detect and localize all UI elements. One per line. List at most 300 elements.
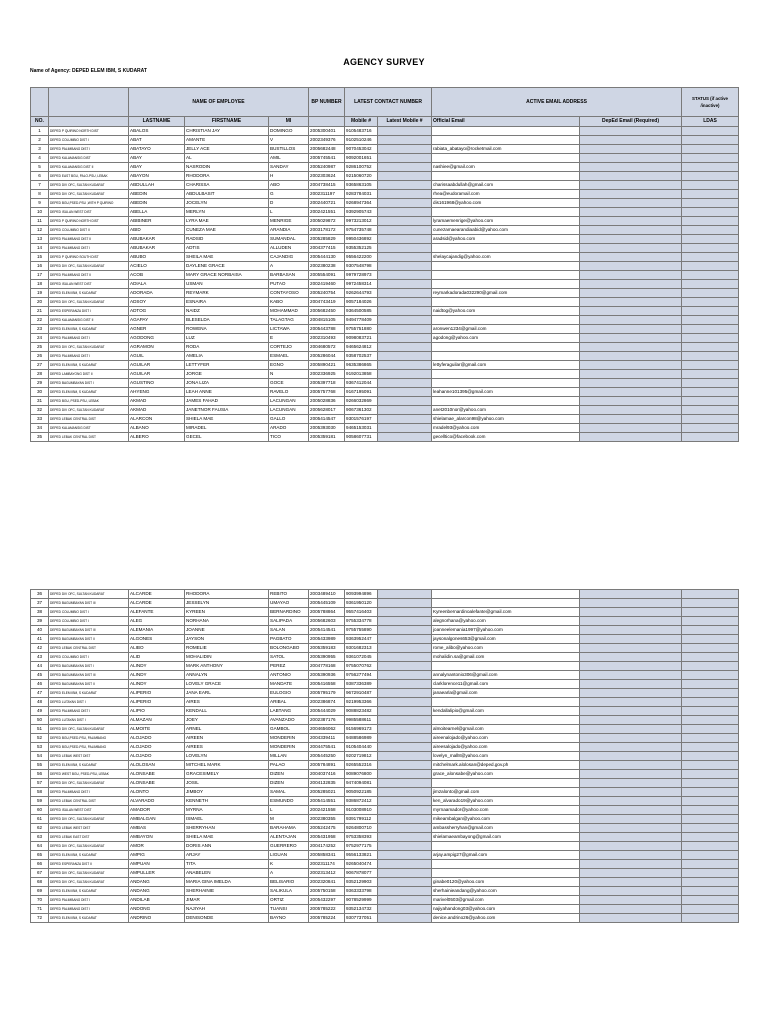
mi-cell: A bbox=[269, 262, 309, 271]
mi-cell: SATOL bbox=[269, 653, 309, 662]
deped-email-cell bbox=[580, 370, 682, 379]
ldas-cell bbox=[682, 626, 739, 635]
ldas-cell bbox=[682, 806, 739, 815]
deped-email-cell bbox=[580, 190, 682, 199]
office-cell: DEPED BGU,PSED-PSU, PALIMBANG bbox=[49, 743, 129, 752]
mobile-cell: 9672910487 bbox=[345, 689, 378, 698]
lastname-cell: ANDILAB bbox=[129, 896, 185, 905]
office-cell: DEPED PALIMBANG DIST II bbox=[49, 235, 129, 244]
table-row bbox=[31, 770, 739, 779]
table-row bbox=[31, 662, 739, 671]
latest-mobile-cell bbox=[378, 842, 432, 851]
ldas-cell bbox=[682, 725, 739, 734]
lastname-cell: AGNER bbox=[129, 325, 185, 334]
lastname-cell: AMPIG bbox=[129, 851, 185, 860]
row-number: 12 bbox=[31, 226, 49, 235]
firstname-cell: GECEL bbox=[185, 433, 269, 442]
row-number: 50 bbox=[31, 716, 49, 725]
lastname-cell: AMBALGAN bbox=[129, 815, 185, 824]
official-email-cell: rhea@eudoramail.com bbox=[432, 190, 580, 199]
mi-cell: SAMAL bbox=[269, 788, 309, 797]
bp-number-header: BP NUMBER bbox=[309, 88, 345, 117]
ldas-cell bbox=[682, 905, 739, 914]
official-email-cell bbox=[432, 208, 580, 217]
mi-cell: EULOGIO bbox=[269, 689, 309, 698]
ldas-cell bbox=[682, 707, 739, 716]
deped-email-cell bbox=[580, 590, 682, 599]
lastname-cell: ALINDY bbox=[129, 671, 185, 680]
latest-mobile-cell bbox=[378, 743, 432, 752]
lastname-cell: ALIPERIO bbox=[129, 698, 185, 707]
ldas-cell bbox=[682, 869, 739, 878]
official-email-header: Official Email bbox=[432, 117, 580, 127]
firstname-cell: MOHALIDIN bbox=[185, 653, 269, 662]
lastname-cell: ABUBAKAR bbox=[129, 235, 185, 244]
office-cell: DEPED LUTAYAN DIST I bbox=[49, 716, 129, 725]
row-number: 2 bbox=[31, 136, 49, 145]
official-email-cell: dis161968@yahoo.com bbox=[432, 199, 580, 208]
mi-cell: BARAHAMA bbox=[269, 824, 309, 833]
office-cell: DEPED DIV OFC, SULTAN KUDARAT bbox=[49, 590, 129, 599]
ldas-cell bbox=[682, 307, 739, 316]
deped-email-cell bbox=[580, 226, 682, 235]
mobile-cell: 9465624812 bbox=[345, 343, 378, 352]
row-number: 13 bbox=[31, 235, 49, 244]
official-email-cell bbox=[432, 590, 580, 599]
row-number: 14 bbox=[31, 244, 49, 253]
table-row bbox=[31, 370, 739, 379]
bp-number-cell: 2002336925 bbox=[309, 370, 345, 379]
latest-mobile-cell bbox=[378, 617, 432, 626]
mi-cell: AVANZADO bbox=[269, 716, 309, 725]
deped-email-cell bbox=[580, 325, 682, 334]
deped-email-cell bbox=[580, 244, 682, 253]
mi-cell: BOLONGABO bbox=[269, 644, 309, 653]
lastname-cell: ADORADA bbox=[129, 289, 185, 298]
firstname-cell: AIRES bbox=[185, 698, 269, 707]
deped-email-cell bbox=[580, 424, 682, 433]
bp-number-cell: 2005414541 bbox=[309, 626, 345, 635]
firstname-cell: ARNEL bbox=[185, 725, 269, 734]
mi-cell: L bbox=[269, 806, 309, 815]
mi-cell: CAJANDIG bbox=[269, 253, 309, 262]
mi-cell: MENRIGE bbox=[269, 217, 309, 226]
office-cell: DEPED DIV OFC, SULTAN KUDARAT bbox=[49, 725, 129, 734]
lastname-cell: ABUBO bbox=[129, 253, 185, 262]
bp-number-cell: 2002386874 bbox=[309, 698, 345, 707]
deped-email-cell bbox=[580, 406, 682, 415]
mi-cell: BELISARIO bbox=[269, 878, 309, 887]
bp-number-cell: 2005359183 bbox=[309, 644, 345, 653]
deped-email-cell bbox=[580, 860, 682, 869]
mobile-cell: 9754735748 bbox=[345, 226, 378, 235]
firstname-cell: MITCHEL MARK bbox=[185, 761, 269, 770]
official-email-cell bbox=[432, 244, 580, 253]
row-number: 35 bbox=[31, 433, 49, 442]
table-row bbox=[31, 779, 739, 788]
mi-cell: GALLO bbox=[269, 415, 309, 424]
lastname-cell: ANDRINO bbox=[129, 914, 185, 923]
firstname-cell: KENDALL bbox=[185, 707, 269, 716]
office-cell: DEPED DIV OFC, SULTAN KUDARAT bbox=[49, 878, 129, 887]
deped-email-cell bbox=[580, 797, 682, 806]
bp-number-cell: 2002303624 bbox=[309, 172, 345, 181]
bp-number-cell: 2002419460 bbox=[309, 280, 345, 289]
mi-cell: ABO bbox=[269, 181, 309, 190]
table-row bbox=[31, 433, 739, 442]
lastname-cell: ABALOS bbox=[129, 127, 185, 136]
deped-email-cell bbox=[580, 307, 682, 316]
official-email-cell: janaearla@gmail.com bbox=[432, 689, 580, 698]
lastname-cell: ABID bbox=[129, 226, 185, 235]
lastname-cell: ALBERO bbox=[129, 433, 185, 442]
table-row bbox=[31, 869, 739, 878]
row-number: 52 bbox=[31, 734, 49, 743]
bp-number-cell: 2005240754 bbox=[309, 289, 345, 298]
mobile-cell: 9753358393 bbox=[345, 833, 378, 842]
lastname-cell: ALIPERIO bbox=[129, 689, 185, 698]
bp-number-cell: 2004037416 bbox=[309, 770, 345, 779]
lastname-cell: ALMAZAN bbox=[129, 716, 185, 725]
office-cell: DEPED COLUMBIO DIST I bbox=[49, 136, 129, 145]
mi-cell: SALAN bbox=[269, 626, 309, 635]
office-cell: DEPED KALAMANSIG DIST II bbox=[49, 316, 129, 325]
latest-mobile-cell bbox=[378, 590, 432, 599]
ldas-cell bbox=[682, 415, 739, 424]
lastname-cell: ANDANG bbox=[129, 878, 185, 887]
bp-number-cell: 2005858341 bbox=[309, 851, 345, 860]
deped-email-cell bbox=[580, 181, 682, 190]
mi-cell: PALAO bbox=[269, 761, 309, 770]
bp-number-cell: 2005795179 bbox=[309, 689, 345, 698]
bp-number-cell: 2002387176 bbox=[309, 716, 345, 725]
mobile-cell: 9979728973 bbox=[345, 271, 378, 280]
mi-cell: BARBASAN bbox=[269, 271, 309, 280]
deped-email-cell bbox=[580, 199, 682, 208]
deped-email-cell bbox=[580, 824, 682, 833]
ldas-cell bbox=[682, 644, 739, 653]
mi-cell: KABO bbox=[269, 298, 309, 307]
row-number: 8 bbox=[31, 190, 49, 199]
official-email-cell bbox=[432, 172, 580, 181]
table-row bbox=[31, 343, 739, 352]
official-email-cell: joanneelemania1997@yahoo.com bbox=[432, 626, 580, 635]
table-row bbox=[31, 590, 739, 599]
firstname-cell: USMAN bbox=[185, 280, 269, 289]
active-email-header: ACTIVE EMAIL ADDRESS bbox=[432, 88, 682, 117]
firstname-cell: RHODORA bbox=[185, 172, 269, 181]
table-row bbox=[31, 878, 739, 887]
mi-cell: RAVELO bbox=[269, 388, 309, 397]
lastname-cell: ALCARDE bbox=[129, 599, 185, 608]
lastname-cell: ALIBO bbox=[129, 644, 185, 653]
official-email-cell bbox=[432, 599, 580, 608]
latest-mobile-cell bbox=[378, 644, 432, 653]
ldas-cell bbox=[682, 914, 739, 923]
ldas-cell bbox=[682, 599, 739, 608]
mobile-cell: 9301682313 bbox=[345, 644, 378, 653]
deped-email-cell bbox=[580, 671, 682, 680]
lastname-cell: ALOJADO bbox=[129, 743, 185, 752]
table-row bbox=[31, 653, 739, 662]
office-cell: DEPED LEBAK CENTRAL DIST bbox=[49, 797, 129, 806]
lastname-cell: ALONSABE bbox=[129, 779, 185, 788]
office-cell: DEPED LEBAK CENTRAL DIST bbox=[49, 415, 129, 424]
latest-mobile-cell bbox=[378, 770, 432, 779]
table-row bbox=[31, 316, 739, 325]
office-cell: DEPED ELEM IBM, S KUDARAT bbox=[49, 851, 129, 860]
deped-email-cell bbox=[580, 379, 682, 388]
bp-number-cell: 2005359181 bbox=[309, 433, 345, 442]
row-number: 58 bbox=[31, 788, 49, 797]
office-cell: DEPED ELEM IBM, S KUDARAT bbox=[49, 361, 129, 370]
row-number: 17 bbox=[31, 271, 49, 280]
official-email-cell: almoitearnel@gmail.com bbox=[432, 725, 580, 734]
row-number: 45 bbox=[31, 671, 49, 680]
survey-table-continued bbox=[30, 589, 739, 923]
ldas-cell bbox=[682, 424, 739, 433]
deped-email-cell bbox=[580, 361, 682, 370]
latest-mobile-cell bbox=[378, 806, 432, 815]
bp-number-cell: 2004377415 bbox=[309, 244, 345, 253]
mobile-cell: 9202719812 bbox=[345, 752, 378, 761]
lastname-cell: ALCARDE bbox=[129, 590, 185, 599]
latest-mobile-cell bbox=[378, 199, 432, 208]
mobile-cell: 9755751880 bbox=[345, 325, 378, 334]
latest-mobile-cell bbox=[378, 662, 432, 671]
mi-cell: SUMANDAL bbox=[269, 235, 309, 244]
official-email-cell bbox=[432, 842, 580, 851]
deped-email-cell bbox=[580, 707, 682, 716]
ldas-cell bbox=[682, 280, 739, 289]
latest-mobile-cell bbox=[378, 608, 432, 617]
latest-mobile-cell bbox=[378, 815, 432, 824]
table-row bbox=[31, 154, 739, 163]
table-row bbox=[31, 752, 739, 761]
mi-cell: EGNO bbox=[269, 361, 309, 370]
lastname-cell: ALMOITE bbox=[129, 725, 185, 734]
official-email-cell: mikeambalgan@yahoo.com bbox=[432, 815, 580, 824]
official-email-cell: leahanne101395@gmail.com bbox=[432, 388, 580, 397]
latest-mobile-cell bbox=[378, 415, 432, 424]
official-email-cell: cunezamaearandiaabid@yahoo.com bbox=[432, 226, 580, 235]
mobile-cell: 9067361302 bbox=[345, 406, 378, 415]
row-number: 19 bbox=[31, 289, 49, 298]
firstname-cell: LYRA MAE bbox=[185, 217, 269, 226]
deped-email-cell bbox=[580, 253, 682, 262]
lastname-cell: ALOJADO bbox=[129, 752, 185, 761]
office-cell: DEPED ISULAN WEST DIST bbox=[49, 280, 129, 289]
header-row-sub bbox=[31, 117, 739, 127]
mobile-cell: 9465153031 bbox=[345, 424, 378, 433]
table-row bbox=[31, 905, 739, 914]
official-email-cell: nashiee@gmail.com bbox=[432, 163, 580, 172]
mi-cell: REBITO bbox=[269, 590, 309, 599]
latest-mobile-cell bbox=[378, 325, 432, 334]
ldas-cell bbox=[682, 262, 739, 271]
bp-number-cell: 2002421558 bbox=[309, 806, 345, 815]
office-cell: DEPED ELEM IBM, S KUDARAT bbox=[49, 914, 129, 923]
official-email-cell: shielamae_alarcon98@yahoo.com bbox=[432, 415, 580, 424]
mobile-header: Mobile # bbox=[345, 117, 378, 127]
mi-cell: SANDAY bbox=[269, 163, 309, 172]
bp-number-cell: 2005433989 bbox=[309, 635, 345, 644]
bp-number-cell: 2005300401 bbox=[309, 127, 345, 136]
bp-number-cell: 2002310493 bbox=[309, 334, 345, 343]
mi-cell: TALAGTAG bbox=[269, 316, 309, 325]
official-email-cell: aronwen1234@gmail.com bbox=[432, 325, 580, 334]
latest-mobile-cell bbox=[378, 653, 432, 662]
mobile-cell: 9755334778 bbox=[345, 617, 378, 626]
office-cell: DEPED LEBAK CENTRAL DIST bbox=[49, 644, 129, 653]
row-number: 32 bbox=[31, 406, 49, 415]
latest-mobile-cell bbox=[378, 271, 432, 280]
office-cell: DEPED ELEM IBM, S KUDARAT bbox=[49, 289, 129, 298]
table-row bbox=[31, 689, 739, 698]
ldas-cell bbox=[682, 244, 739, 253]
deped-email-cell bbox=[580, 689, 682, 698]
table-row bbox=[31, 608, 739, 617]
table-row bbox=[31, 181, 739, 190]
deped-email-cell bbox=[580, 298, 682, 307]
bp-number-cell: 2005414551 bbox=[309, 797, 345, 806]
latest-mobile-cell bbox=[378, 734, 432, 743]
latest-mobile-cell bbox=[378, 779, 432, 788]
row-number: 44 bbox=[31, 662, 49, 671]
table-row bbox=[31, 172, 739, 181]
row-number: 42 bbox=[31, 644, 49, 653]
row-number: 47 bbox=[31, 689, 49, 698]
mobile-cell: 9756277494 bbox=[345, 671, 378, 680]
office-cell: DEPED DIV OFC, SULTAN KUDARAT bbox=[49, 869, 129, 878]
lastname-cell: ANDONG bbox=[129, 905, 185, 914]
latest-mobile-cell bbox=[378, 680, 432, 689]
ldas-cell bbox=[682, 815, 739, 824]
deped-email-cell bbox=[580, 644, 682, 653]
official-email-cell bbox=[432, 280, 580, 289]
latest-mobile-cell bbox=[378, 833, 432, 842]
official-email-cell: agodong@yahoo.com bbox=[432, 334, 580, 343]
table-row bbox=[31, 199, 739, 208]
page-title: AGENCY SURVEY bbox=[343, 57, 425, 67]
latest-contact-header: LATEST CONTACT NUMBER bbox=[345, 88, 432, 117]
ldas-cell bbox=[682, 698, 739, 707]
firstname-cell: MYRNA bbox=[185, 806, 269, 815]
table-body-page2 bbox=[31, 590, 739, 923]
firstname-cell: KENNETH bbox=[185, 797, 269, 806]
firstname-cell: JAMES FAHAD bbox=[185, 397, 269, 406]
row-number: 7 bbox=[31, 181, 49, 190]
deped-email-cell bbox=[580, 136, 682, 145]
lastname-cell: AMBAYON bbox=[129, 833, 185, 842]
deped-email-cell bbox=[580, 878, 682, 887]
mobile-cell: 9192013858 bbox=[345, 370, 378, 379]
bp-number-cell: 2005444029 bbox=[309, 707, 345, 716]
table-row bbox=[31, 280, 739, 289]
firstname-cell: ESNAIRA bbox=[185, 298, 269, 307]
mobile-cell: 9352134732 bbox=[345, 905, 378, 914]
mi-cell: TICO bbox=[269, 433, 309, 442]
ldas-cell bbox=[682, 316, 739, 325]
mobile-cell: 9972458314 bbox=[345, 280, 378, 289]
firstname-cell: DAYLENE GRACE bbox=[185, 262, 269, 271]
ldas-cell bbox=[682, 397, 739, 406]
office-cell: DEPED EAST BGU, PALO-PSU, LEBAK bbox=[49, 172, 129, 181]
bp-number-cell: 2005416558 bbox=[309, 680, 345, 689]
bp-number-cell: 2005785224 bbox=[309, 914, 345, 923]
table-row bbox=[31, 271, 739, 280]
latest-mobile-cell bbox=[378, 851, 432, 860]
office-cell: DEPED ISULAN WEST DIST bbox=[49, 208, 129, 217]
bp-number-cell: 2005390936 bbox=[309, 671, 345, 680]
row-number: 51 bbox=[31, 725, 49, 734]
table-row bbox=[31, 334, 739, 343]
row-number: 49 bbox=[31, 707, 49, 716]
firstname-cell: JONA LIZA bbox=[185, 379, 269, 388]
mi-cell: PUTAO bbox=[269, 280, 309, 289]
ldas-cell bbox=[682, 388, 739, 397]
mi-cell: LACUNGAN bbox=[269, 406, 309, 415]
row-number: 38 bbox=[31, 608, 49, 617]
office-cell: DEPED DIV OFC, SULTAN KUDARAT bbox=[49, 298, 129, 307]
bp-number-cell: 2004656062 bbox=[309, 725, 345, 734]
ldas-cell bbox=[682, 136, 739, 145]
bp-number-cell: 2005432297 bbox=[309, 896, 345, 905]
deped-email-cell bbox=[580, 316, 682, 325]
mobile-cell: 9985588611 bbox=[345, 716, 378, 725]
office-cell: DEPED P QUIRINO SOUTH DIST bbox=[49, 253, 129, 262]
lastname-cell: ACIELO bbox=[129, 262, 185, 271]
latest-mobile-cell bbox=[378, 172, 432, 181]
bp-number-cell: 2005757768 bbox=[309, 388, 345, 397]
ldas-cell bbox=[682, 797, 739, 806]
ldas-cell bbox=[682, 127, 739, 136]
deped-email-cell bbox=[580, 127, 682, 136]
mi-cell: MONDERIN bbox=[269, 734, 309, 743]
official-email-cell bbox=[432, 779, 580, 788]
mobile-cell: 9167195091 bbox=[345, 388, 378, 397]
official-email-cell: mradel93@yahoo.com bbox=[432, 424, 580, 433]
ldas-cell bbox=[682, 334, 739, 343]
ldas-cell bbox=[682, 878, 739, 887]
ldas-cell bbox=[682, 361, 739, 370]
latest-mobile-header: Latest Mobile # bbox=[378, 117, 432, 127]
mi-cell: L bbox=[269, 208, 309, 217]
row-number: 26 bbox=[31, 352, 49, 361]
mobile-cell: 9363333798 bbox=[345, 887, 378, 896]
firstname-cell: NORHANA bbox=[185, 617, 269, 626]
official-email-cell bbox=[432, 127, 580, 136]
mobile-cell: 9556133821 bbox=[345, 851, 378, 860]
official-email-cell: ginabe0120@yahoo.com bbox=[432, 878, 580, 887]
official-email-cell: mohalidin.sa@gmail.com bbox=[432, 653, 580, 662]
deped-email-cell bbox=[580, 334, 682, 343]
firstname-cell: MIRADEL bbox=[185, 424, 269, 433]
agency-name: Name of Agency: DEPED ELEM IBM, S KUDARAT bbox=[30, 68, 147, 74]
office-cell: DEPED PALIMBANG DIST II bbox=[49, 271, 129, 280]
row-number: 1 bbox=[31, 127, 49, 136]
ldas-cell bbox=[682, 608, 739, 617]
mi-cell: G bbox=[269, 190, 309, 199]
table-row bbox=[31, 379, 739, 388]
official-email-cell bbox=[432, 370, 580, 379]
row-number: 30 bbox=[31, 388, 49, 397]
latest-mobile-cell bbox=[378, 406, 432, 415]
ldas-cell bbox=[682, 199, 739, 208]
row-number: 31 bbox=[31, 397, 49, 406]
row-number: 9 bbox=[31, 199, 49, 208]
ldas-cell bbox=[682, 716, 739, 725]
